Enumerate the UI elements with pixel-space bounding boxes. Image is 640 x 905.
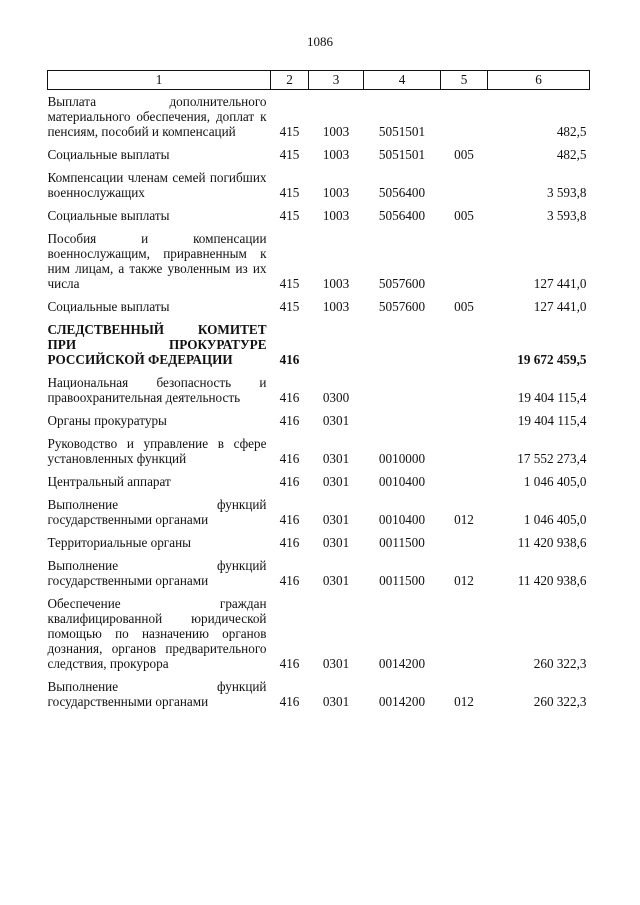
- table-row: [48, 554, 590, 592]
- table-row: [48, 295, 590, 318]
- row-section-cell: 1003: [322, 147, 350, 162]
- row-code-cell: 416: [279, 512, 300, 527]
- column-header-5: 5: [441, 71, 488, 90]
- row-section-cell: 1003: [322, 124, 350, 139]
- row-type-cell: 005: [454, 208, 474, 223]
- row-type-cell: [441, 90, 488, 144]
- row-code-cell: 416: [279, 474, 300, 489]
- row-amount-cell: 19 404 115,4: [517, 390, 587, 405]
- row-section-cell: 0301: [322, 451, 350, 466]
- row-code-cell: 416: [279, 694, 300, 709]
- row-type-cell: [441, 371, 488, 409]
- column-header-2: 2: [271, 71, 309, 90]
- row-section-cell: 0301: [322, 694, 350, 709]
- row-section-cell: 0301: [322, 512, 350, 527]
- table-row: [48, 227, 590, 295]
- row-code-cell: 415: [279, 124, 300, 139]
- row-amount-cell: 3 593,8: [546, 185, 587, 200]
- row-type-cell: [441, 166, 488, 204]
- row-amount-cell: 17 552 273,4: [517, 451, 587, 466]
- row-amount-cell: 260 322,3: [533, 656, 587, 671]
- table-row: [48, 592, 590, 675]
- row-type-cell: [441, 531, 488, 554]
- row-type-cell: 012: [454, 694, 474, 709]
- row-section-cell: 0301: [322, 535, 350, 550]
- row-type-cell: 005: [454, 299, 474, 314]
- table-row: [48, 371, 590, 409]
- row-type-cell: 012: [454, 573, 474, 588]
- row-name-cell: Социальные выплаты: [47, 147, 170, 162]
- column-header-3: 3: [309, 71, 364, 90]
- row-amount-cell: 3 593,8: [546, 208, 587, 223]
- row-article-cell: 0010400: [378, 512, 426, 527]
- row-article-cell: 0011500: [379, 573, 425, 588]
- row-section-cell: 1003: [322, 276, 350, 291]
- row-amount-cell: 1 046 405,0: [523, 474, 587, 489]
- row-name-cell: Пособия и компенсации военнослужащим, приравненным к ним лицам, а также уволенным из их числа: [47, 231, 267, 291]
- table-row: [48, 409, 590, 432]
- table-row: [48, 493, 590, 531]
- row-amount-cell: 482,5: [556, 147, 587, 162]
- row-name-cell: Национальная безопасность и правоохранительная деятельность: [47, 375, 267, 405]
- row-article-cell: 5056400: [378, 208, 426, 223]
- row-code-cell: 415: [279, 147, 300, 162]
- row-code-cell: 416: [279, 656, 300, 671]
- row-name-cell: Органы прокуратуры: [47, 413, 167, 428]
- row-name-cell: Центральный аппарат: [47, 474, 171, 489]
- row-name-cell: СЛЕДСТВЕННЫЙ КОМИТЕТ ПРИ ПРОКУРАТУРЕ РОССИЙСКОЙ ФЕДЕРАЦИИ: [47, 322, 267, 367]
- row-code-cell: 416: [279, 573, 300, 588]
- row-name-cell: Территориальные органы: [47, 535, 191, 550]
- row-article-cell: [364, 371, 441, 409]
- row-section-cell: 0301: [322, 474, 350, 489]
- row-article-cell: 0014200: [378, 694, 426, 709]
- table-body: [48, 90, 590, 714]
- row-article-cell: [364, 409, 441, 432]
- row-type-cell: [441, 470, 488, 493]
- row-article-cell: 5057600: [378, 299, 426, 314]
- table-row: [48, 432, 590, 470]
- row-section-cell: 1003: [322, 185, 350, 200]
- row-code-cell: 416: [279, 390, 300, 405]
- row-article-cell: 5051501: [378, 124, 426, 139]
- table-header-row: [48, 71, 590, 90]
- page-number: 1086: [307, 34, 333, 49]
- row-section-cell: 0301: [322, 413, 350, 428]
- row-code-cell: 415: [279, 208, 300, 223]
- row-type-cell: [441, 432, 488, 470]
- row-name-cell: Социальные выплаты: [47, 208, 170, 223]
- row-article-cell: [364, 318, 441, 371]
- table-row: [48, 204, 590, 227]
- table-row: [48, 318, 590, 371]
- row-type-cell: 005: [454, 147, 474, 162]
- column-header-1: 1: [48, 71, 271, 90]
- row-name-cell: Руководство и управление в сфере установленных функций: [47, 436, 267, 466]
- row-code-cell: 415: [279, 276, 300, 291]
- column-header-4: 4: [364, 71, 441, 90]
- row-article-cell: 5057600: [378, 276, 426, 291]
- row-type-cell: [441, 318, 488, 371]
- row-section-cell: 1003: [322, 299, 350, 314]
- row-article-cell: 0014200: [378, 656, 426, 671]
- table-row: [48, 531, 590, 554]
- row-amount-cell: 19 672 459,5: [517, 352, 587, 367]
- row-amount-cell: 11 420 938,6: [517, 573, 587, 588]
- row-section-cell: 0300: [322, 390, 350, 405]
- row-article-cell: 0010000: [378, 451, 426, 466]
- row-amount-cell: 1 046 405,0: [523, 512, 587, 527]
- table-row: [48, 90, 590, 144]
- row-section-cell: [309, 318, 364, 371]
- row-amount-cell: 19 404 115,4: [517, 413, 587, 428]
- column-header-6: 6: [488, 71, 590, 90]
- row-type-cell: 012: [454, 512, 474, 527]
- table-row: [48, 675, 590, 713]
- table-row: [48, 470, 590, 493]
- row-code-cell: 415: [279, 299, 300, 314]
- row-amount-cell: 127 441,0: [533, 276, 587, 291]
- row-section-cell: 0301: [322, 656, 350, 671]
- row-amount-cell: 260 322,3: [533, 694, 587, 709]
- row-code-cell: 416: [279, 352, 300, 367]
- table-row: [48, 143, 590, 166]
- row-amount-cell: 127 441,0: [533, 299, 587, 314]
- row-amount-cell: 482,5: [556, 124, 587, 139]
- table-row: [48, 166, 590, 204]
- row-name-cell: Выплата дополнительного материального обеспечения, доплат к пенсиям, пособий и компенсаций: [47, 94, 267, 139]
- row-code-cell: 415: [279, 185, 300, 200]
- row-name-cell: Обеспечение граждан квалифицированной юридической помощью по назначению органов дознания, органов предварительного следствия, прокурора: [47, 596, 267, 671]
- row-section-cell: 0301: [322, 573, 350, 588]
- row-code-cell: 416: [279, 451, 300, 466]
- row-article-cell: 0011500: [379, 535, 425, 550]
- row-name-cell: Выполнение функций государственными органами: [47, 558, 267, 588]
- row-name-cell: Выполнение функций государственными органами: [47, 497, 267, 527]
- row-name-cell: Выполнение функций государственными органами: [47, 679, 267, 709]
- row-section-cell: 1003: [322, 208, 350, 223]
- row-article-cell: 5051501: [378, 147, 426, 162]
- row-article-cell: 5056400: [378, 185, 426, 200]
- row-amount-cell: 11 420 938,6: [517, 535, 587, 550]
- row-name-cell: Социальные выплаты: [47, 299, 170, 314]
- row-code-cell: 416: [279, 535, 300, 550]
- row-name-cell: Компенсации членам семей погибших военнослужащих: [47, 170, 267, 200]
- row-type-cell: [441, 592, 488, 675]
- row-code-cell: 416: [279, 413, 300, 428]
- row-article-cell: 0010400: [378, 474, 426, 489]
- row-type-cell: [441, 409, 488, 432]
- budget-table: [47, 70, 590, 713]
- row-type-cell: [441, 227, 488, 295]
